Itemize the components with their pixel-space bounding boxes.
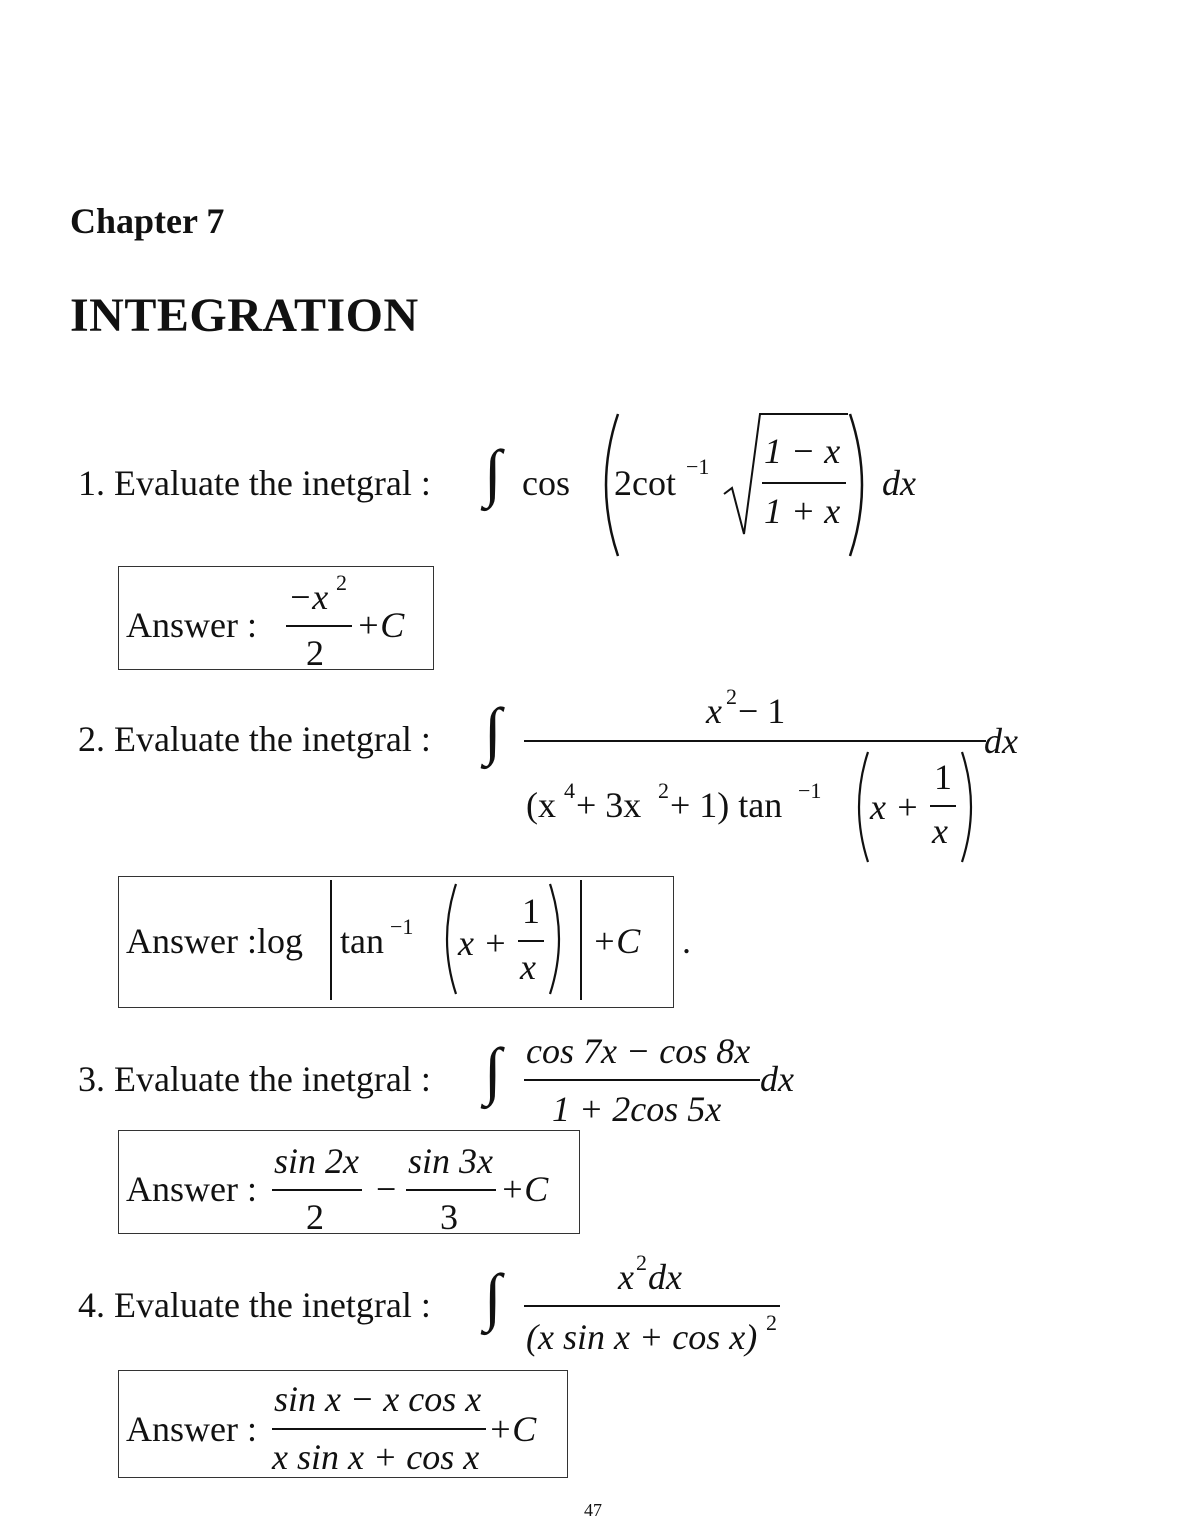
numerator-x: x	[618, 1257, 634, 1297]
question-3-label: 3. Evaluate the inetgral :	[78, 1059, 431, 1099]
answer-3-denominator-2: 3	[440, 1197, 458, 1237]
answer-1-constant: +C	[356, 605, 405, 645]
answer-2-inner-numerator: 1	[522, 891, 540, 931]
denominator-exp-a: 4	[564, 778, 575, 803]
numerator-dx: dx	[648, 1257, 682, 1297]
answer-2-inner-denominator: x	[520, 947, 536, 987]
page-title: INTEGRATION	[70, 289, 419, 342]
answer-3-fraction-bar-2	[406, 1189, 496, 1191]
answer-2-right-paren	[546, 880, 570, 998]
answer-1-numerator: −x	[288, 577, 329, 617]
answer-2-prefix: Answer :log	[126, 921, 303, 961]
denominator-exp-c: −1	[798, 778, 822, 803]
answer-4-denominator: x sin x + cos x	[272, 1437, 480, 1477]
integral-sign: ∫	[484, 1261, 502, 1332]
cot-term: 2cot	[614, 463, 676, 503]
denominator-exp-b: 2	[658, 778, 669, 803]
integral-sign: ∫	[484, 1035, 502, 1106]
right-paren	[958, 748, 982, 866]
answer-4-fraction-bar	[272, 1428, 486, 1430]
fraction-denominator: 1 + x	[764, 491, 841, 531]
answer-3-prefix: Answer :	[126, 1169, 257, 1209]
cos-function: cos	[522, 463, 570, 503]
inner-denominator: x	[932, 811, 948, 851]
differential: dx	[882, 463, 916, 503]
integral-sign: ∫	[484, 695, 502, 766]
answer-2-inner-x-plus: x +	[458, 923, 508, 963]
answer-3-numerator-2: sin 3x	[408, 1141, 493, 1181]
abs-bar-right	[580, 880, 582, 1000]
abs-bar-left	[330, 880, 332, 1000]
answer-2-inner-fraction-bar	[518, 940, 544, 942]
numerator-x: x	[706, 691, 722, 731]
answer-1-numerator-exponent: 2	[336, 570, 347, 595]
answer-4-constant: +C	[488, 1409, 537, 1449]
inner-x-plus: x +	[870, 787, 920, 827]
answer-2-constant: +C	[592, 921, 641, 961]
answer-2-tan-exponent: −1	[390, 914, 414, 939]
answer-3-minus: −	[376, 1169, 397, 1209]
inverse-superscript: −1	[686, 454, 710, 479]
numerator-exponent: 2	[636, 1250, 647, 1275]
page-number: 47	[584, 1500, 602, 1520]
question-4-label: 4. Evaluate the inetgral :	[78, 1285, 431, 1325]
main-fraction-bar	[524, 740, 986, 742]
answer-4-prefix: Answer :	[126, 1409, 257, 1449]
answer-4-numerator: sin x − x cos x	[274, 1379, 482, 1419]
fraction-bar	[524, 1305, 780, 1307]
numerator: cos 7x − cos 8x	[526, 1031, 751, 1071]
answer-3-numerator-1: sin 2x	[274, 1141, 359, 1181]
question-1-label: 1. Evaluate the inetgral :	[78, 463, 431, 503]
answer-1-fraction-bar	[286, 625, 352, 627]
denominator-part-c: + 1) tan	[670, 785, 783, 825]
chapter-label: Chapter 7	[70, 201, 225, 241]
answer-3-fraction-bar-1	[272, 1189, 362, 1191]
numerator-tail: − 1	[738, 691, 786, 731]
differential: dx	[984, 721, 1018, 761]
inner-numerator: 1	[934, 757, 952, 797]
numerator-exponent: 2	[726, 684, 737, 709]
denominator-exponent: 2	[766, 1310, 777, 1335]
question-2-label: 2. Evaluate the inetgral :	[78, 719, 431, 759]
denominator-part-a: (x	[526, 785, 556, 825]
differential: dx	[760, 1059, 794, 1099]
answer-3-denominator-1: 2	[306, 1197, 324, 1237]
inner-fraction-bar	[930, 805, 956, 807]
denominator-part-b: + 3x	[576, 785, 642, 825]
answer-2-tan: tan	[340, 921, 384, 961]
answer-3-constant: +C	[500, 1169, 549, 1209]
denominator: 1 + 2cos 5x	[552, 1089, 722, 1129]
denominator: (x sin x + cos x)	[526, 1317, 758, 1357]
integral-sign: ∫	[484, 437, 502, 508]
answer-1-prefix: Answer :	[126, 605, 257, 645]
right-paren-large	[846, 410, 876, 560]
fraction-bar	[762, 482, 846, 484]
left-paren	[848, 748, 872, 866]
fraction-numerator: 1 − x	[764, 431, 841, 471]
answer-2-left-paren	[436, 880, 460, 998]
answer-1-denominator: 2	[306, 633, 324, 673]
answer-2-period: .	[682, 921, 691, 961]
fraction-bar	[524, 1079, 760, 1081]
